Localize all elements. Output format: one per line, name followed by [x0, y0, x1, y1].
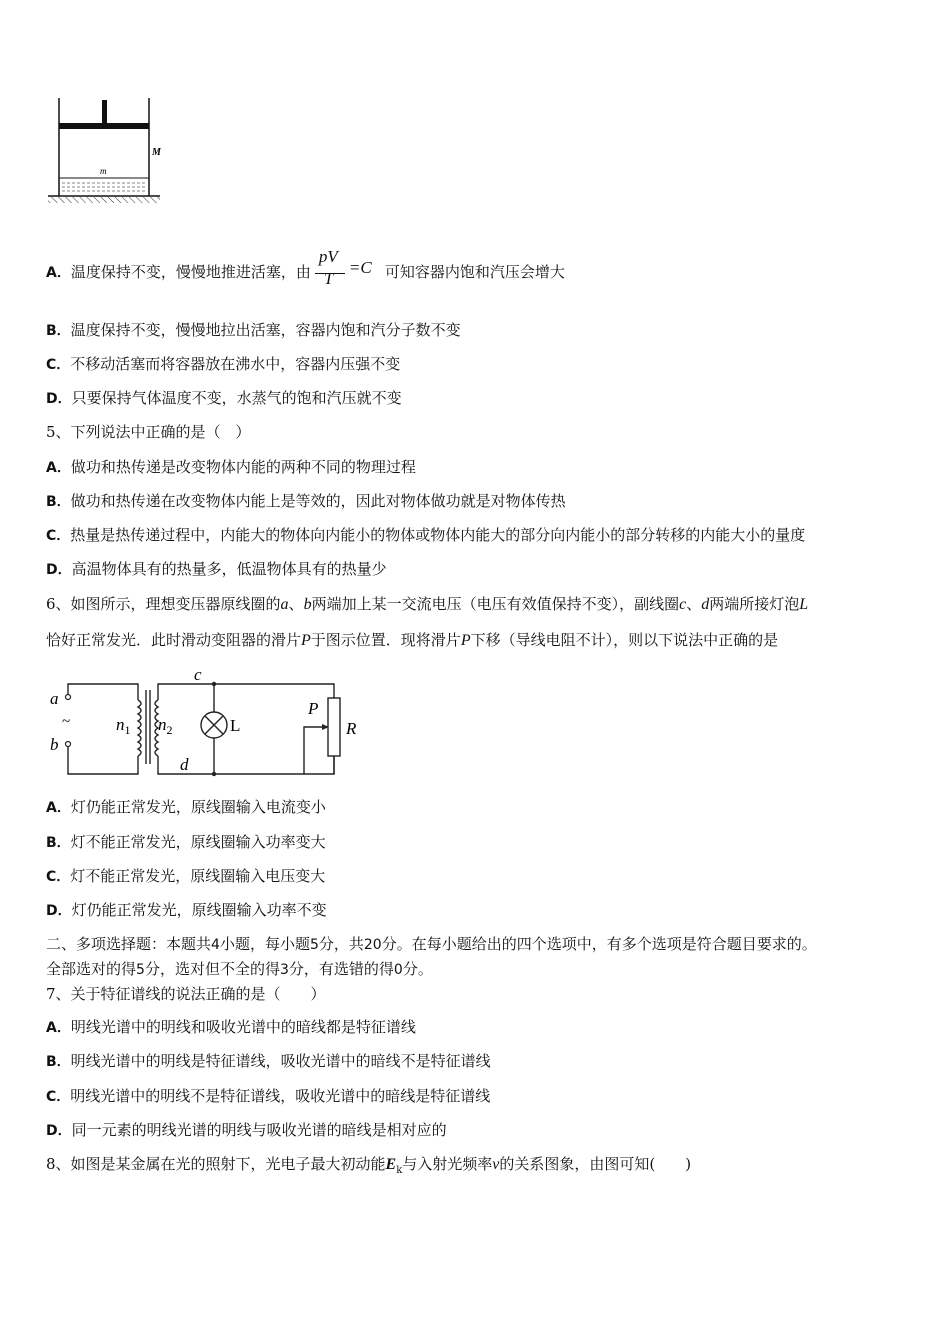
- q7-option-b: B．明线光谱中的明线是特征谱线，吸收光谱中的暗线不是特征谱线: [46, 1052, 491, 1070]
- q7-stem: 7、关于特征谱线的说法正确的是（ ）: [46, 985, 326, 1003]
- ac-symbol: ~: [62, 714, 71, 730]
- q6-option-b: B．灯不能正常发光，原线圈输入功率变大: [46, 833, 326, 851]
- q4-option-a: A．温度保持不变，慢慢地推进活塞，由 pV T =C 可知容器内饱和汽压会增大: [46, 252, 565, 293]
- q5-option-c: C．热量是热传递过程中，内能大的物体向内能小的物体或物体内能大的部分向内能小的部分转移的内能大小的量度: [46, 526, 806, 544]
- q6-option-d: D．灯仍能正常发光，原线圈输入功率不变: [46, 901, 327, 919]
- terminal-d-label: d: [180, 755, 189, 774]
- lamp-label: L: [230, 716, 241, 735]
- mass-label-m: m: [100, 166, 107, 176]
- q5-stem: 5、下列说法中正确的是（ ）: [46, 423, 251, 441]
- q6-option-a: A．灯仍能正常发光，原线圈输入电流变小: [46, 798, 326, 816]
- q4-option-d: D．只要保持气体温度不变，水蒸气的饱和汽压就不变: [46, 389, 402, 407]
- q8-stem: 8、如图是某金属在光的照射下，光电子最大初动能$E_k$与入射光频率ν的关系图象，由图可知( ): [46, 1155, 692, 1176]
- q6-option-c: C．灯不能正常发光，原线圈输入电压变大: [46, 867, 326, 885]
- resistor-label: R: [346, 719, 357, 738]
- n2-label: $n_2$: [158, 715, 173, 737]
- q4-option-c: C．不移动活塞而将容器放在沸水中，容器内压强不变: [46, 355, 401, 373]
- q5-option-a: A．做功和热传递是改变物体内能的两种不同的物理过程: [46, 458, 416, 476]
- q5-option-d: D．高温物体具有的热量多，低温物体具有的热量少: [46, 560, 387, 578]
- pv-over-t-formula: pV T =C: [315, 253, 381, 293]
- q6-stem-line2: 恰好正常发光．此时滑动变阻器的滑片P于图示位置．现将滑片P下移（导线电阻不计），则以下说法中正确的是: [46, 631, 779, 649]
- terminal-b-label: b: [50, 735, 59, 754]
- q5-option-b: B．做功和热传递在改变物体内能上是等效的，因此对物体做功就是对物体传热: [46, 492, 566, 510]
- terminal-a-label: a: [50, 689, 59, 708]
- slider-label: P: [308, 699, 319, 718]
- section2-header-line2: 全部选对的得5分，选对但不全的得3分，有选错的得0分。: [46, 960, 433, 978]
- q7-option-a: A．明线光谱中的明线和吸收光谱中的暗线都是特征谱线: [46, 1018, 416, 1036]
- n1-label: $n_1$: [116, 715, 131, 737]
- mass-label-M: M: [152, 147, 161, 158]
- q4-option-b: B．温度保持不变，慢慢地拉出活塞，容器内饱和汽分子数不变: [46, 321, 461, 339]
- piston-cylinder-figure: [44, 98, 174, 208]
- section2-header-line1: 二、多项选择题：本题共4小题，每小题5分，共20分。在每小题给出的四个选项中，有多个选项是符合题目要求的。: [46, 935, 817, 953]
- q6-stem-line1: 6、如图所示，理想变压器原线圈的a、b两端加上某一交流电压（电压有效值保持不变），副线圈c、d两端所接灯泡L: [46, 595, 809, 613]
- transformer-circuit-figure: [46, 664, 366, 780]
- q7-option-c: C．明线光谱中的明线不是特征谱线，吸收光谱中的暗线是特征谱线: [46, 1087, 491, 1105]
- q7-option-d: D．同一元素的明线光谱的明线与吸收光谱的暗线是相对应的: [46, 1121, 447, 1139]
- terminal-c-label: c: [194, 665, 202, 684]
